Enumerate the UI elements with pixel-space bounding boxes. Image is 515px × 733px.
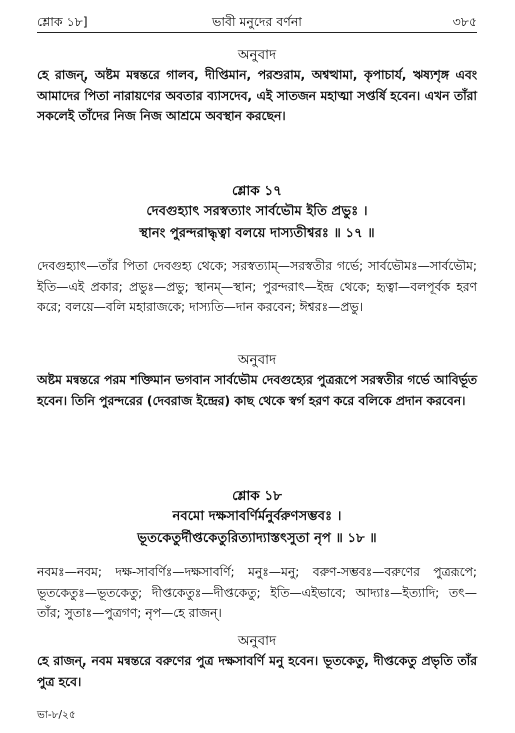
verse-17-line-1: দেবগুহ্যাৎ সরস্বত্যাং সার্বভৌম ইতি প্রভুঃ ।: [146, 204, 368, 219]
verse-17-synonyms: দেবগুহ্যাৎ—তাঁর পিতা দেবগুহ্য থেকে; সরস্বত্যাম্—সরস্বতীর গর্ভে; সার্বভৌমঃ—সার্বভৌম; ইতি—এই প্রকার; প্রভুঃ—প্রভু; স্থানম্—স্থান; পুরন্দরাৎ—ইন্দ্র থেকে; হৃত্বা—বলপূর্বক হরণ করে; বলয়ে—বলি মহারাজকে; দাস্যতি—দান করবেন; ঈশ্বরঃ—প্রভু।: [37, 259, 477, 314]
verse-17-text: [37, 201, 477, 245]
translation-heading-2: অনুবাদ: [237, 352, 277, 368]
translation-heading-3: অনুবাদ: [237, 633, 277, 649]
verse-18-heading: শ্লোক ১৮: [232, 488, 282, 504]
verse-17-heading: শ্লোক ১৭: [232, 183, 282, 199]
header-rule: [37, 32, 477, 33]
translation-text-1: হে রাজন্, অষ্টম মন্বন্তরে গালব, দীপ্তিমান, পরশুরাম, অশ্বত্থামা, কৃপাচার্য, ঋষ্যশৃঙ্গ এবং আমাদের পিতা নারায়ণের অবতার ব্যাসদেব, এই সাতজন মহাত্মা সপ্তর্ষি হবেন। এখন তাঁরা সকলেই তাঁদের নিজ নিজ আশ্রমে অবস্থান করছেন।: [37, 68, 477, 123]
verse-18-line-2: ভূতকেতুর্দীপ্তকেতুরিত্যাদ্যাস্তৎসুতা নৃপ ॥ ১৮ ॥: [137, 531, 377, 546]
verse-17-line-2: স্থানং পুরন্দরাদ্ধৃত্বা বলয়ে দাস্যতীশ্বরঃ ॥ ১৭ ॥: [139, 226, 375, 241]
verse-18-text: [37, 506, 477, 550]
translation-heading-1: অনুবাদ: [237, 47, 277, 63]
verse-17-translation: অষ্টম মন্বন্তরে পরম শক্তিমান ভগবান সার্বভৌম দেবগুহ্যের পুত্ররূপে সরস্বতীর গর্ভে আবির্ভূত হবেন। তিনি পুরন্দরের (দেবরাজ ইন্দ্রের) কাছ থেকে স্বর্গ হরণ করে বলিকে প্রদান করবেন।: [37, 373, 477, 408]
header-verse-ref: শ্লোক ১৮]: [37, 14, 88, 29]
header-chapter-title: ভাবী মনুদের বর্ণনা: [212, 14, 302, 29]
verse-18-translation: হে রাজন্, নবম মন্বন্তরে বরুণের পুত্র দক্ষসাবর্ণি মনু হবেন। ভূতকেতু, দীপ্তকেতু প্রভৃতি তাঁর পুত্র হবে।: [37, 654, 477, 689]
verse-18-line-1: নবমো দক্ষসাবর্ণির্মনুর্বরুণসম্ভবঃ ।: [172, 509, 342, 524]
footer-signature: ভা-৮/২৫: [37, 709, 76, 721]
verse-18-synonyms: নবমঃ—নবম; দক্ষ-সাবর্ণিঃ—দক্ষসাবর্ণি; মনুঃ—মনু; বরুণ-সম্ভবঃ—বরুণের পুত্ররূপে; ভূতকেতুঃ—ভূতকেতু; দীপ্তকেতুঃ—দীপ্তকেতু; ইতি—এইভাবে; আদ্যাঃ—ইত্যাদি; তৎ—তাঁর; সুতাঃ—পুত্রগণ; নৃপ—হে রাজন্।: [37, 565, 477, 620]
page-header: [37, 12, 477, 34]
header-page-number: ৩৮৫: [452, 14, 477, 29]
